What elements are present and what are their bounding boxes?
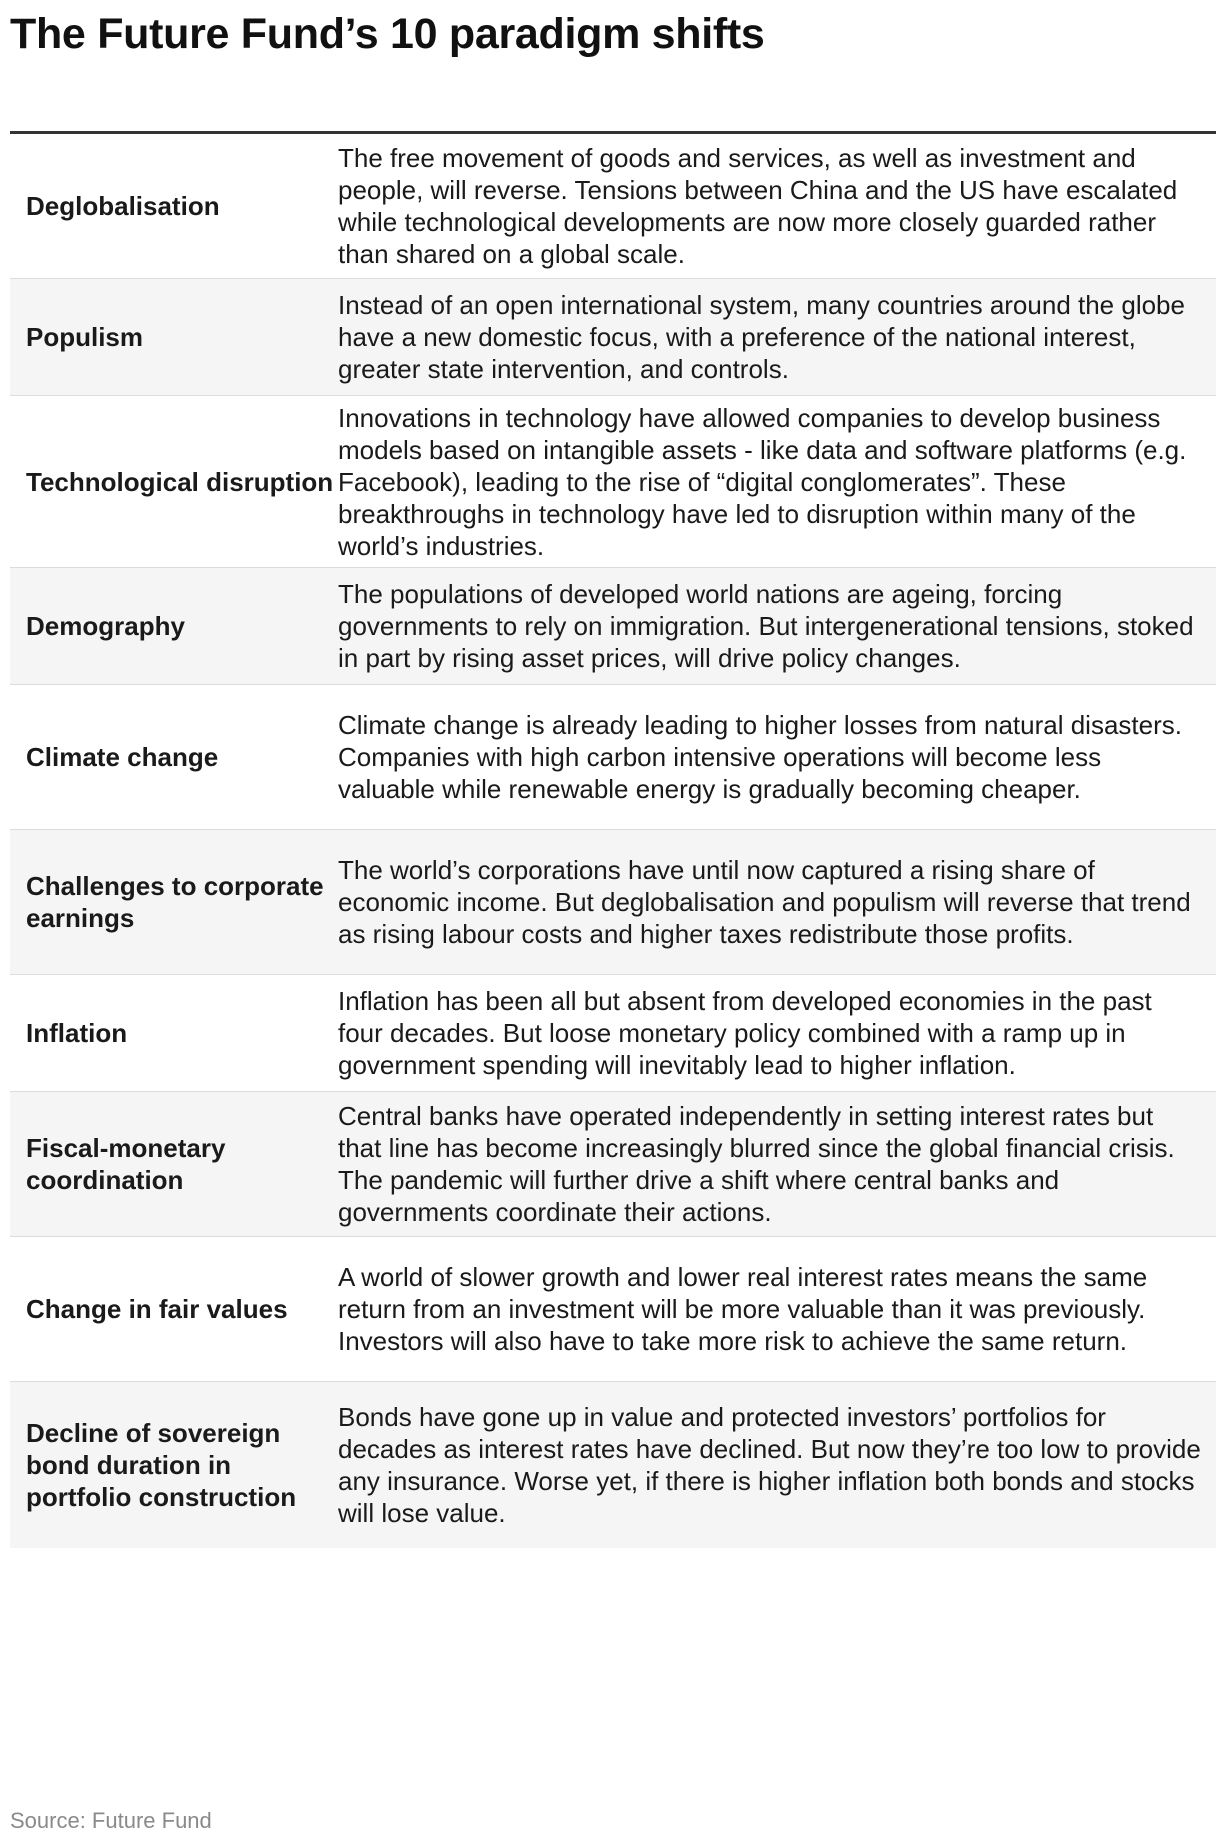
paradigm-shifts-table xyxy=(10,131,1216,1548)
row-description: Central banks have operated independently in setting interest rates but that line has become increasingly blurred since the global financial crisis. The pandemic will further drive a shift where central banks and governments coordinate their actions. xyxy=(338,1101,1175,1227)
row-label: Challenges to corporate earnings xyxy=(26,871,324,933)
table-row xyxy=(10,685,1216,830)
table-row xyxy=(10,1237,1216,1382)
row-label: Inflation xyxy=(26,1018,128,1048)
table-row xyxy=(10,1092,1216,1237)
row-description: Bonds have gone up in value and protected investors’ portfolios for decades as interest rates have declined. But now they’re too low to provide any insurance. Worse yet, if there is higher inflation both bonds and stocks will lose value. xyxy=(338,1402,1201,1528)
row-label: Fiscal-monetary coordination xyxy=(26,1133,226,1195)
table-row xyxy=(10,279,1216,396)
row-description: The free movement of goods and services, as well as investment and people, will reverse. Tensions between China and the US have escalated while technological developments are now more closely guarded rather than shared on a global scale. xyxy=(338,143,1178,269)
table-row xyxy=(10,396,1216,568)
row-label: Decline of sovereign bond duration in portfolio construction xyxy=(26,1418,297,1512)
source-note: Source: Future Fund xyxy=(10,1808,212,1833)
row-description: Inflation has been all but absent from developed economies in the past four decades. But loose monetary policy combined with a ramp up in government spending will inevitably lead to higher inflation. xyxy=(338,986,1152,1080)
row-label: Populism xyxy=(26,322,144,352)
row-label: Demography xyxy=(26,611,185,641)
row-label: Climate change xyxy=(26,742,219,772)
table-row xyxy=(10,568,1216,685)
row-label: Change in fair values xyxy=(26,1294,288,1324)
page-title: The Future Fund’s 10 paradigm shifts xyxy=(10,10,765,58)
row-description: The populations of developed world nations are ageing, forcing governments to rely on immigration. But intergenerational tensions, stoked in part by rising asset prices, will drive policy changes. xyxy=(338,579,1194,673)
row-label: Deglobalisation xyxy=(26,191,220,221)
row-description: Climate change is already leading to higher losses from natural disasters. Companies with high carbon intensive operations will become less valuable while renewable energy is gradually becoming cheaper. xyxy=(338,710,1182,804)
row-description: A world of slower growth and lower real interest rates means the same return from an investment will be more valuable than it was previously. Investors will also have to take more risk to achieve the same return. xyxy=(338,1262,1148,1356)
row-description: Innovations in technology have allowed companies to develop business models based on intangible assets - like data and software platforms (e.g. Facebook), leading to the rise of “digital conglomerates”. These breakthroughs in technology have led to disruption within many of the world’s industries. xyxy=(338,402,1187,561)
row-description: Instead of an open international system, many countries around the globe have a new domestic focus, with a preference of the national interest, greater state intervention, and controls. xyxy=(338,290,1185,384)
table-row xyxy=(10,830,1216,975)
page xyxy=(10,0,1216,1833)
table-row xyxy=(10,134,1216,279)
row-label: Technological disruption xyxy=(26,466,334,497)
row-description: The world’s corporations have until now captured a rising share of economic income. But deglobalisation and populism will reverse that trend as rising labour costs and higher taxes redistribute those profits. xyxy=(338,855,1191,949)
table-row xyxy=(10,1382,1216,1548)
table-row xyxy=(10,975,1216,1092)
